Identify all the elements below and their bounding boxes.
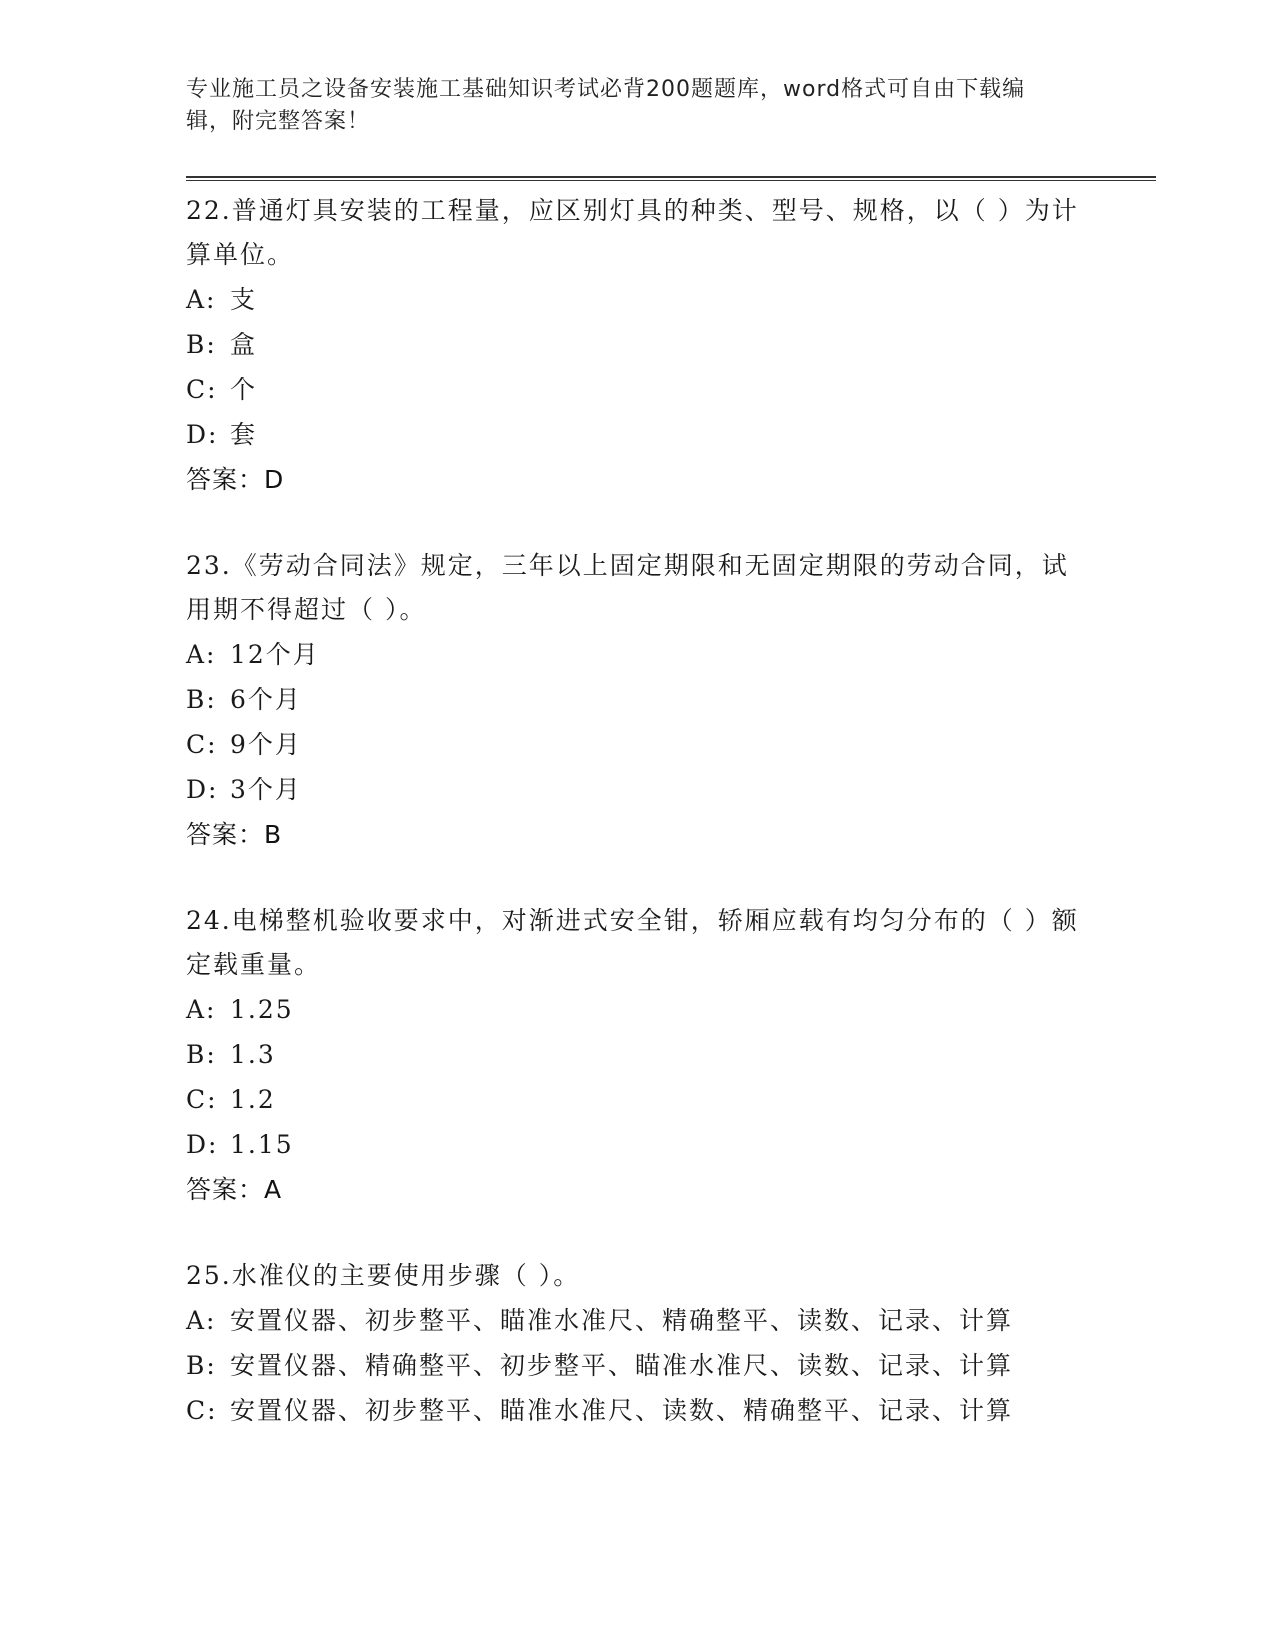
header-divider (186, 176, 1156, 181)
option-text: 盒 (230, 330, 258, 359)
option-c (186, 367, 1156, 412)
option-text: 1.25 (230, 995, 294, 1024)
option-text: 安置仪器、初步整平、瞄准水准尺、精确整平、读数、记录、计算 (230, 1306, 1014, 1335)
question-stem: 24.电梯整机验收要求中，对渐进式安全钳，轿厢应载有均匀分布的（ ）额定载重量。 (186, 906, 1079, 979)
option-letter: A: (186, 640, 217, 669)
option-b (186, 1343, 1156, 1388)
answer-line: 答案：A (186, 1175, 283, 1204)
option-text: 支 (230, 285, 258, 314)
document-header: 专业施工员之设备安装施工基础知识考试必背200题题库，word格式可自由下载编辑，附完整答案！ (186, 77, 1026, 134)
question-23 (186, 544, 1156, 857)
option-text: 9个月 (230, 730, 302, 759)
option-b (186, 1032, 1156, 1077)
option-letter: C: (186, 375, 218, 404)
option-text: 1.2 (230, 1085, 276, 1114)
option-letter: C: (186, 1396, 218, 1425)
question-22 (186, 189, 1156, 502)
option-text: 套 (230, 420, 258, 449)
answer-line: 答案：B (186, 820, 283, 849)
document-page (186, 0, 1156, 1433)
option-letter: B: (186, 685, 217, 714)
option-letter: A: (186, 995, 217, 1024)
option-letter: D: (186, 775, 219, 804)
option-letter: A: (186, 285, 217, 314)
option-a (186, 632, 1156, 677)
option-letter: B: (186, 1351, 217, 1380)
option-text: 3个月 (230, 775, 302, 804)
option-letter: D: (186, 1130, 219, 1159)
option-d (186, 767, 1156, 812)
answer-line: 答案：D (186, 465, 285, 494)
option-c (186, 1388, 1156, 1433)
option-text: 6个月 (230, 685, 302, 714)
option-c (186, 1077, 1156, 1122)
option-letter: B: (186, 330, 217, 359)
option-letter: B: (186, 1040, 217, 1069)
option-letter: D: (186, 420, 219, 449)
option-d (186, 1122, 1156, 1167)
option-text: 安置仪器、初步整平、瞄准水准尺、读数、精确整平、记录、计算 (230, 1396, 1014, 1425)
question-stem: 25.水准仪的主要使用步骤（ ）。 (186, 1261, 581, 1290)
option-b (186, 322, 1156, 367)
option-text: 1.3 (230, 1040, 276, 1069)
option-c (186, 722, 1156, 767)
option-letter: A: (186, 1306, 217, 1335)
option-text: 安置仪器、精确整平、初步整平、瞄准水准尺、读数、记录、计算 (230, 1351, 1014, 1380)
option-a (186, 987, 1156, 1032)
question-stem: 23.《劳动合同法》规定，三年以上固定期限和无固定期限的劳动合同，试用期不得超过（ ）。 (186, 551, 1069, 624)
option-text: 个 (230, 375, 258, 404)
question-25 (186, 1254, 1156, 1433)
question-stem: 22.普通灯具安装的工程量，应区别灯具的种类、型号、规格，以（ ）为计算单位。 (186, 196, 1079, 269)
question-24 (186, 899, 1156, 1212)
option-a (186, 277, 1156, 322)
option-d (186, 412, 1156, 457)
option-letter: C: (186, 730, 218, 759)
option-letter: C: (186, 1085, 218, 1114)
option-b (186, 677, 1156, 722)
option-text: 1.15 (230, 1130, 294, 1159)
option-a (186, 1298, 1156, 1343)
option-text: 12个月 (230, 640, 320, 669)
